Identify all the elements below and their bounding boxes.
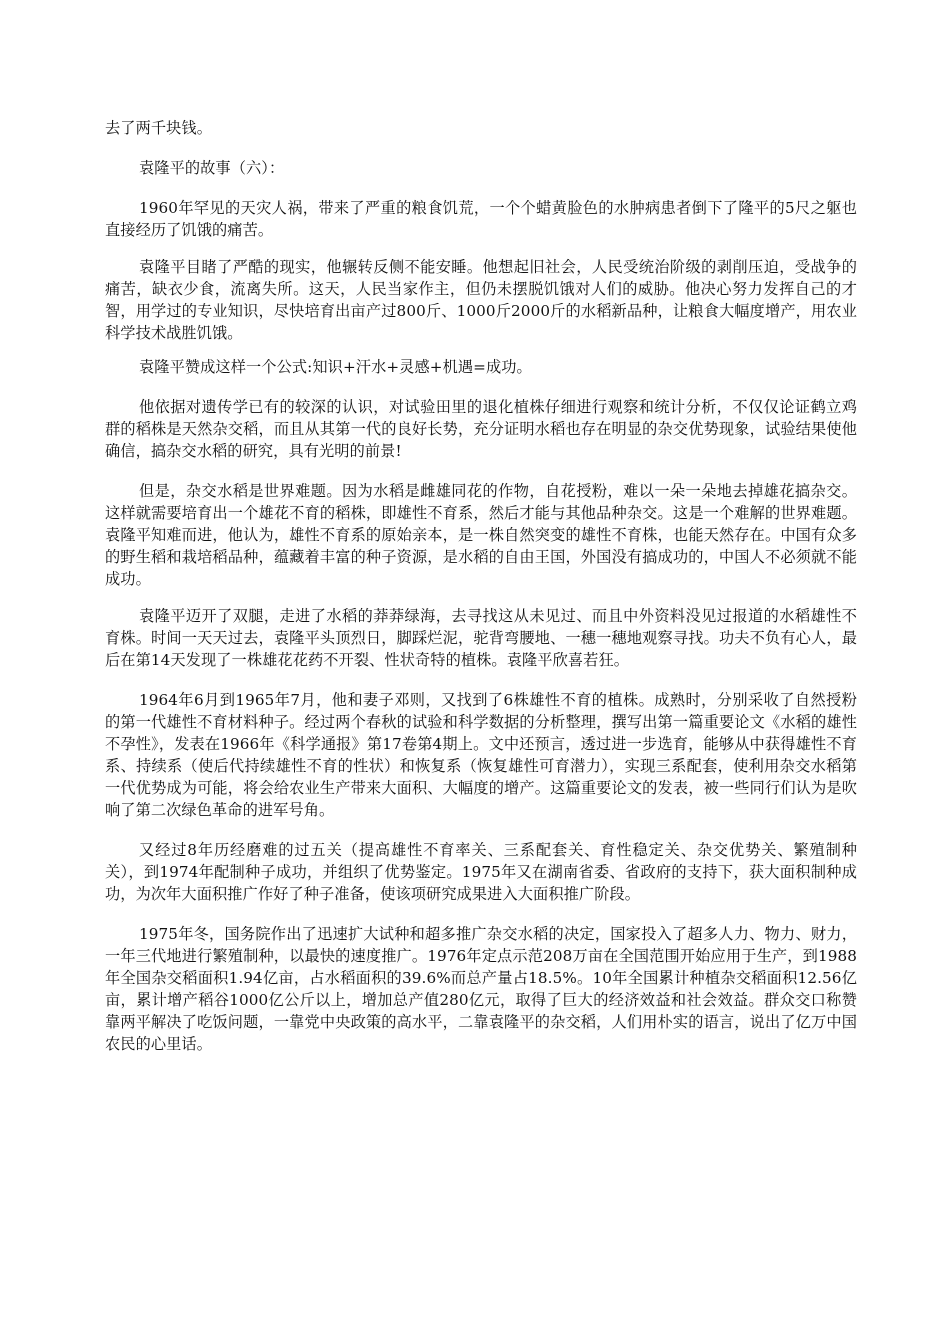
paragraph-paper: 1964年6月到1965年7月，他和妻子邓则，又找到了6株雄性不育的植株。成熟时，分别采收了自然授粉的第一代雄性不育材料种子。经过两个春秋的试验和科学数据的分析整理，撰写出第一篇重要论文《水稻的雄性不孕性》，发表在1966年《科学通报》第17卷第4期上。文中还预言，透过进一步选育，能够从中获得雄性不育系、持续系（使后代持续雄性不育的性状）和恢复系（恢复雄性可育潜力），实现三系配套，使利用杂交水稻第一代优势成为可能，将会给农业生产带来大面积、大幅度的增产。这篇重要论文的发表，被一些同行们认为是吹响了第二次绿色革命的进军号角。 (105, 691, 857, 819)
paragraph-search: 袁隆平迈开了双腿，走进了水稻的莽莽绿海，去寻找这从未见过、而且中外资料没见过报道的水稻雄性不育株。时间一天天过去，袁隆平头顶烈日，脚踩烂泥，驼背弯腰地、一穗一穗地观察寻找。功夫不负有心人，最后在第14天发现了一株雄花花药不开裂、性状奇特的植株。袁隆平欣喜若狂。 (105, 607, 857, 669)
section-heading: 袁隆平的故事（六）： (139, 159, 285, 177)
paragraph-world-problem: 但是，杂交水稻是世界难题。因为水稻是雌雄同花的作物，自花授粉，难以一朵一朵地去掉雄花搞杂交。这样就需要培育出一个雄花不育的稻株，即雄性不育系，然后才能与其他品种杂交。这是一个难解的世界难题。袁隆平知难而进，他认为，雄性不育系的原始亲本，是一株自然突变的雄性不育株，也能天然存在。中国有众多的野生稻和栽培稻品种，蕴藏着丰富的种子资源，是水稻的自由王国，外国没有搞成功的，中国人不必须就不能成功。 (105, 482, 857, 588)
paragraph-famine: 1960年罕见的天灾人祸，带来了严重的粮食饥荒，一个个蜡黄脸色的水肿病患者倒下了隆平的5尺之躯也直接经历了饥饿的痛苦。 (105, 199, 857, 239)
paragraph-genetics: 他依据对遗传学已有的较深的认识，对试验田里的退化植株仔细进行观察和统计分析，不仅仅论证鹤立鸡群的稻株是天然杂交稻，而且从其第一代的良好长势，充分证明水稻也存在明显的杂交优势现象，试验结果使他确信，搞杂交水稻的研究，具有光明的前景! (105, 398, 857, 460)
paragraph-promotion: 1975年冬，国务院作出了迅速扩大试种和超多推广杂交水稻的决定，国家投入了超多人力、物力、财力，一年三代地进行繁殖制种，以最快的速度推广。1976年定点示范208万亩在全国范围开始应用于生产，到1988年全国杂交稻面积1.94亿亩，占水稻面积的39.6%而总产量占18.5%。10年全国累计种植杂交稻面积12.56亿亩，累计增产稻谷1000亿公斤以上，增加总产值280亿元，取得了巨大的经济效益和社会效益。群众交口称赞靠两平解决了吃饭问题，一靠党中央政策的高水平，二靠袁隆平的杂交稻，人们用朴实的语言，说出了亿万中国农民的心里话。 (105, 925, 857, 1053)
document-body (105, 117, 857, 1055)
paragraph-formula: 袁隆平赞成这样一个公式:知识+汗水+灵感+机遇=成功。 (139, 358, 532, 376)
paragraph-five-passes: 又经过8年历经磨难的过五关（提高雄性不育率关、三系配套关、育性稳定关、杂交优势关、繁殖制种关），到1974年配制种子成功，并组织了优势鉴定。1975年又在湖南省委、省政府的支持下，获大面积制种成功，为次年大面积推广作好了种子准备，使该项研究成果进入大面积推广阶段。 (105, 841, 857, 903)
paragraph-resolve: 袁隆平目睹了严酷的现实，他辗转反侧不能安睡。他想起旧社会，人民受统治阶级的剥削压迫，受战争的痛苦，缺衣少食，流离失所。这天，人民当家作主，但仍未摆脱饥饿对人们的威胁。他决心努力发挥自己的才智，用学过的专业知识，尽快培育出亩产过800斤、1000斤2000斤的水稻新品种，让粮食大幅度增产，用农业科学技术战胜饥饿。 (105, 258, 857, 342)
paragraph-continuation: 去了两千块钱。 (105, 119, 213, 137)
